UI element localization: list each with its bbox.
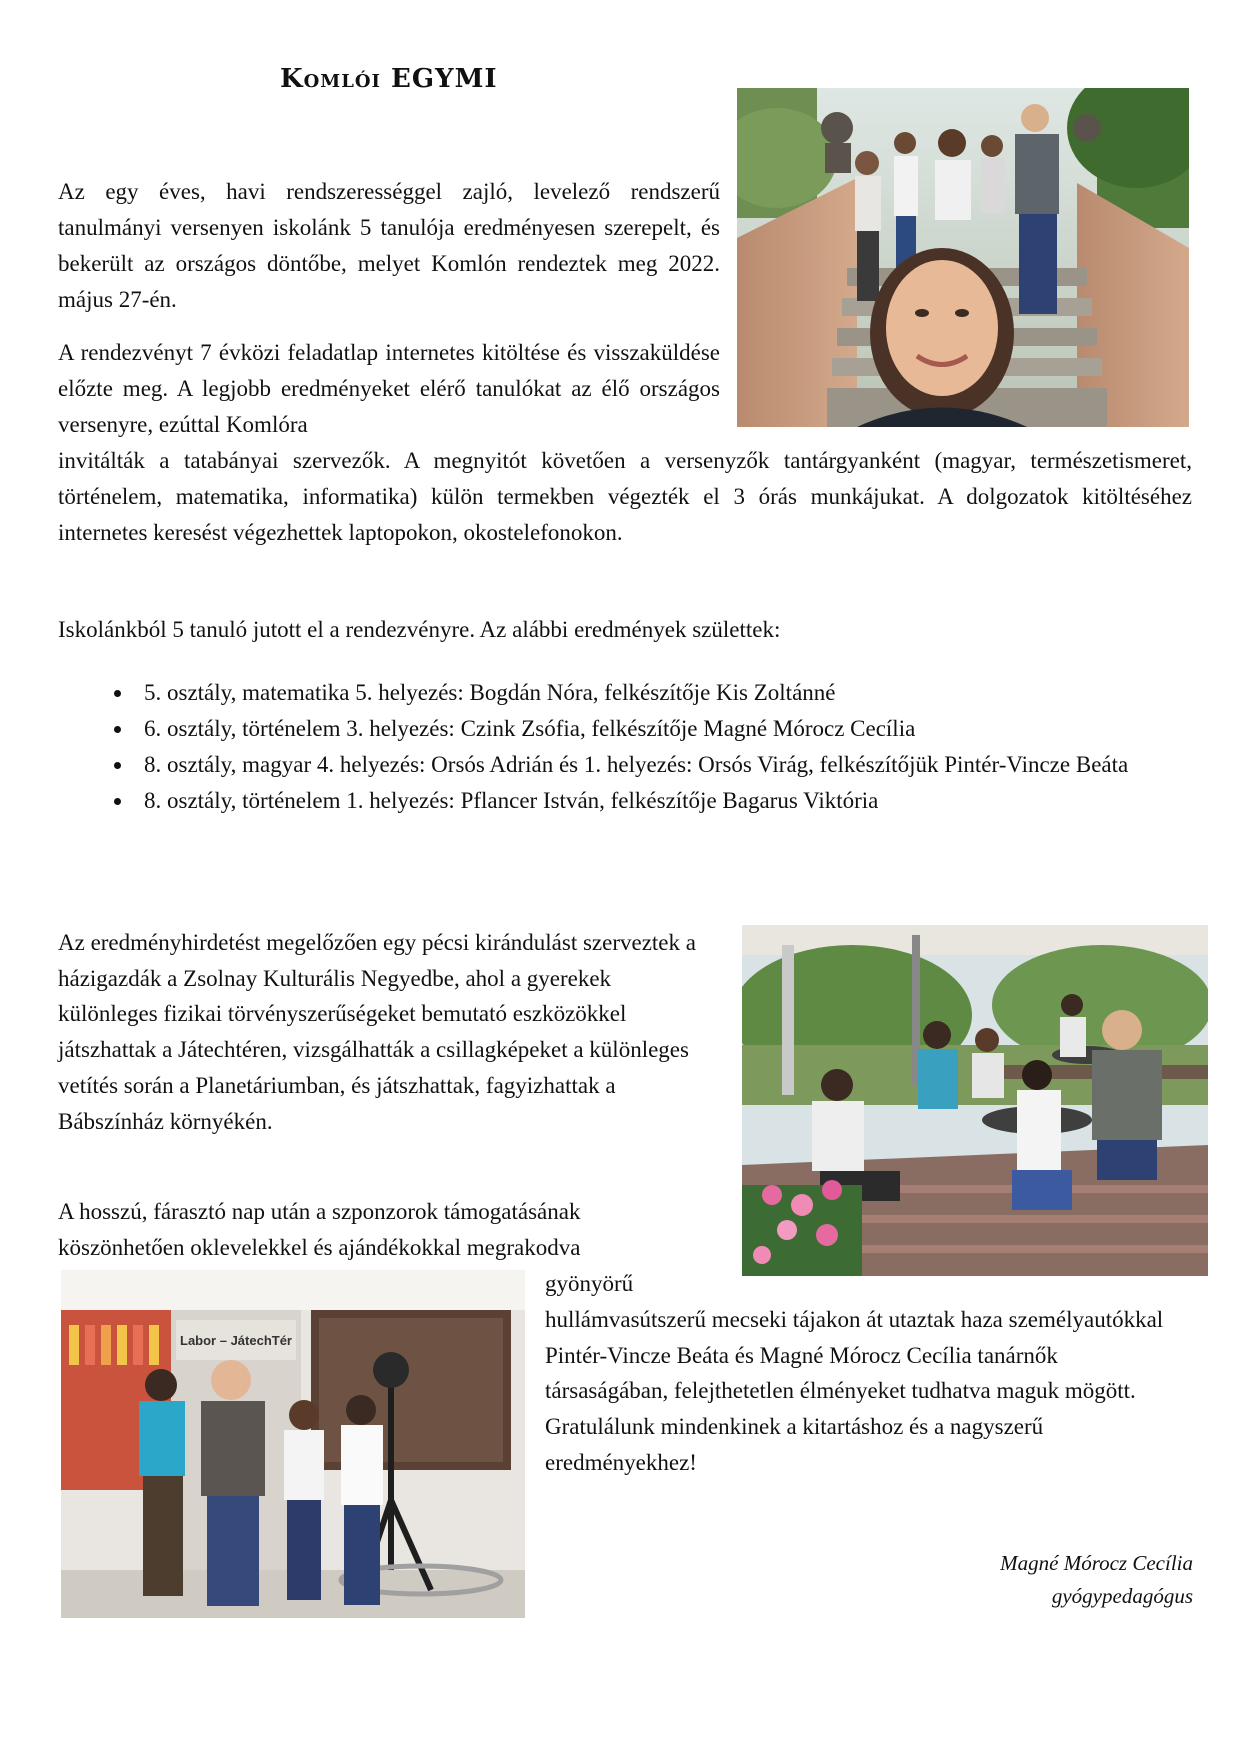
intro-paragraph-2-part-2: invitálták a tatabányai szervezők. A megnyitót követően a versenyzők tantárgyanként (magyar, természetismeret, történelem, matematika, informatika) külön termekben végezték el 3 órás munkájukat. A dolgozatok kitöltéséhez internetes keresést végezhettek laptopokon, okostelefonokon. [58,448,1192,545]
trip-paragraph-2-part-2: gyönyörű [545,1271,634,1296]
document-title: Komlói EGYMI [280,64,498,94]
list-item: • 5. osztály, matematika 5. helyezés: Bogdán Nóra, felkészítője Kis Zoltánné [134,675,1204,711]
labor-jatechter-sign: Labor – JátechTér [180,1333,292,1348]
staircase-group-photo [737,88,1189,427]
intro-paragraph-1: Az egy éves, havi rendszerességgel zajló, levelező rendszerű tanulmányi versenyen iskolánk 5 tanulója eredményesen szerepelt, és bekerült az országos döntőbe, melyet Komlón rendeztek meg 2022. május 27-én. [58,179,720,312]
trip-paragraph-1: Az eredményhirdetést megelőzően egy pécsi kirándulást szerveztek a házigazdák a Zsolnay Kulturális Negyedbe, ahol a gyerekek különleges fizikai törvényszerűségeket bemutató eszközökkel játszhattak a Játechtéren, vizsgálhatták a csillagképeket a különleges vetítés során a Planetáriumban, és játszhattak, fagyizhattak a Bábszínház környékén. [58,930,696,1134]
list-item: • 8. osztály, magyar 4. helyezés: Orsós Adrián és 1. helyezés: Orsós Virág, felkészítőjük Pintér-Vincze Beáta [134,747,1204,783]
signature-name: Magné Mórocz Cecília [1000,1551,1193,1575]
results-list [94,675,1204,819]
terrace-icecream-photo [742,925,1208,1276]
jatechter-group-photo [61,1270,525,1618]
trip-paragraph-2-part-3: hullámvasútszerű mecseki tájakon át utaztak haza személyautókkal Pintér-Vincze Beáta és Magné Mórocz Cecília tanárnők társaságában, felejthetetlen élményeket tudhatva maguk mögött. Gratulálunk mindenkinek a kitartáshoz és a nagyszerű eredményekhez! [545,1307,1164,1475]
list-item: • 8. osztály, történelem 1. helyezés: Pflancer István, felkészítője Bagarus Viktória [134,783,1204,819]
signature [793,1547,1193,1613]
list-item: • 6. osztály, történelem 3. helyezés: Czink Zsófia, felkészítője Magné Mórocz Cecília [134,711,1204,747]
trip-paragraph-2-part-1: A hosszú, fárasztó nap után a szponzorok támogatásának köszönhetően oklevelekkel és ajándékokkal megrakodva [58,1199,581,1260]
intro-paragraph-2-part-1: A rendezvényt 7 évközi feladatlap internetes kitöltése és visszaküldése előzte meg. A legjobb eredményeket elérő tanulókat az élő országos versenyre, ezúttal Komlóra [58,340,720,437]
results-lead: Iskolánkból 5 tanuló jutott el a rendezvényre. Az alábbi eredmények születtek: [58,617,781,642]
signature-role: gyógypedagógus [1051,1584,1193,1608]
